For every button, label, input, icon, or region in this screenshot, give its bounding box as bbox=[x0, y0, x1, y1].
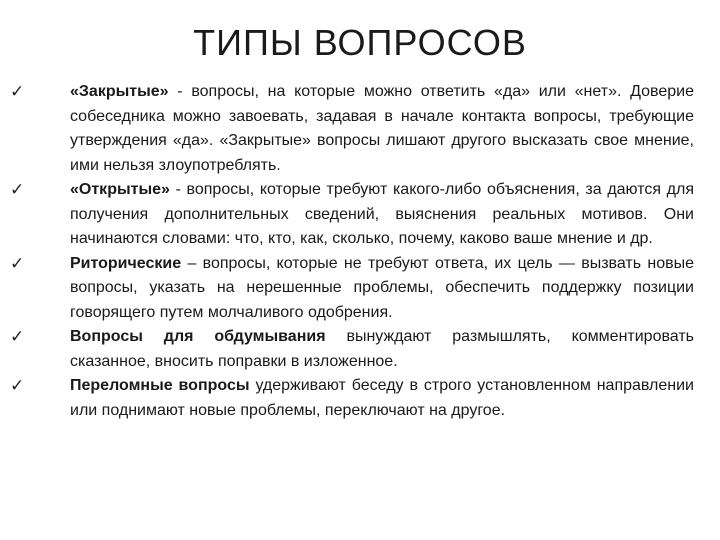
list-item bbox=[8, 374, 694, 423]
slide-title: ТИПЫ ВОПРОСОВ bbox=[193, 22, 527, 63]
list-item bbox=[8, 80, 694, 178]
list-item bbox=[8, 252, 694, 326]
bullet-text: вынуждают размышлять, комментировать сказанное, вносить поправки в изложенное. bbox=[70, 328, 694, 370]
bullet-text: удерживают беседу в строго установленном направлении или поднимают новые проблемы, переключают на другое. bbox=[70, 377, 694, 419]
list-item bbox=[8, 325, 694, 374]
check-icon: ✓ bbox=[10, 253, 25, 273]
bullet-lead: «Открытые» bbox=[70, 181, 170, 198]
check-icon: ✓ bbox=[10, 376, 25, 395]
bullet-lead: «Закрытые» bbox=[70, 83, 169, 100]
bullet-list bbox=[8, 80, 694, 423]
bullet-text: - вопросы, на которые можно ответить «да» или «нет». Доверие собеседника можно завоевать, задавая в начале контакта вопросы, требующие утверждения «да». «Закрытые» вопросы лишают другого высказать свое мнение, ими нельзя злоупотреблять. bbox=[70, 83, 694, 174]
bullet-lead: Вопросы для обдумывания bbox=[70, 328, 326, 345]
list-item bbox=[8, 178, 694, 252]
bullet-lead: Переломные вопросы bbox=[70, 377, 250, 394]
check-icon: ✓ bbox=[10, 82, 25, 101]
check-icon: ✓ bbox=[10, 327, 25, 346]
bullet-text: – вопросы, которые не требуют ответа, их цель — вызвать новые вопросы, указать на нерешенные проблемы, обеспечить поддержку позиции говорящего путем молчаливого одобрения. bbox=[70, 254, 694, 321]
bullet-lead: Риторические bbox=[70, 254, 182, 272]
bullet-text: - вопросы, которые требуют какого-либо объяснения, за даются для получения дополнительных сведений, выяснения реальных мотивов. Они начинаются словами: что, кто, как, сколько, почему, каково ваше мнение и др. bbox=[70, 181, 694, 247]
check-icon: ✓ bbox=[10, 180, 25, 199]
